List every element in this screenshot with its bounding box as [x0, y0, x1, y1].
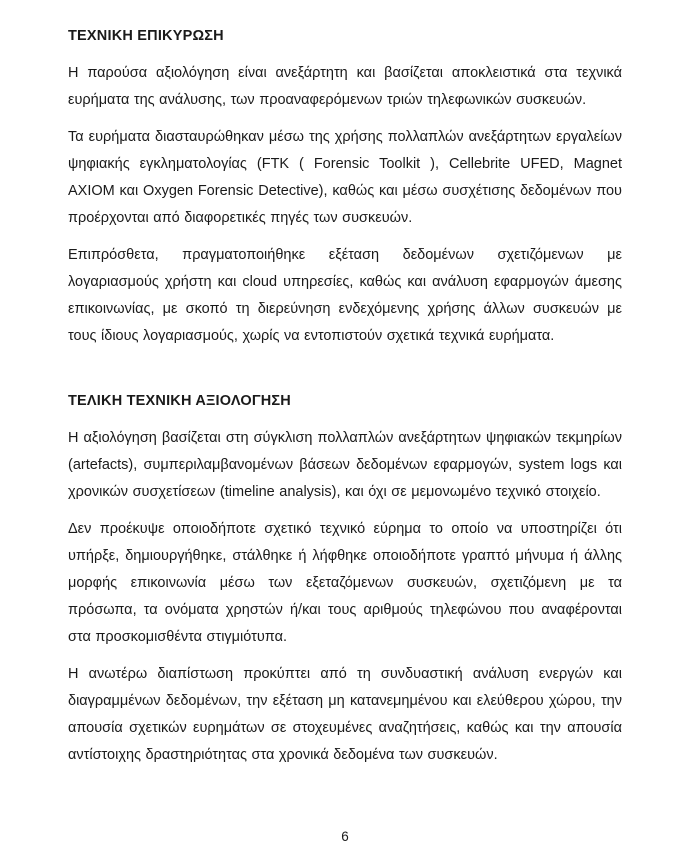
section-technical-validation	[68, 23, 622, 350]
page-number: 6	[341, 829, 349, 844]
paragraph: Η αξιολόγηση βασίζεται στη σύγκλιση πολλαπλών ανεξάρτητων ψηφιακών τεκμηρίων (artefacts), συμπεριλαμβανομένων βάσεων δεδομένων εφαρμογών, system logs και χρονικών συσχετίσεων (timeline analysis), και όχι σε μεμονωμένο τεχνικό στοιχείο.	[68, 430, 622, 500]
paragraph: Δεν προέκυψε οποιοδήποτε σχετικό τεχνικό εύρημα το οποίο να υποστηρίζει ότι υπήρξε, δημιουργήθηκε, στάλθηκε ή λήφθηκε οποιοδήποτε γραπτό μήνυμα ή άλλης μορφής επικοινωνία μέσω των εξεταζόμενων συσκευών, σχετιζόμενη με τα πρόσωπα, τα ονόματα χρηστών ή/και τους αριθμούς τηλεφώνου που αναφέρονται στα προσκομισθέντα στιγμιότυπα.	[68, 521, 622, 645]
paragraph: Η ανωτέρω διαπίστωση προκύπτει από τη συνδυαστική ανάλυση ενεργών και διαγραμμένων δεδομένων, την εξέταση μη κατανεμημένου και ελεύθερου χώρου, την απουσία σχετικών ευρημάτων σε στοχευμένες αναζητήσεις, καθώς και την απουσία αντίστοιχης δραστηριότητας στα χρονικά δεδομένα των συσκευών.	[68, 666, 622, 763]
section-heading-technical-validation: ΤΕΧΝΙΚΗ ΕΠΙΚΥΡΩΣΗ	[68, 28, 224, 44]
section-final-technical-assessment	[68, 388, 622, 769]
section-heading-final-technical-assessment: ΤΕΛΙΚΗ ΤΕΧΝΙΚΗ ΑΞΙΟΛΟΓΗΣΗ	[68, 393, 291, 409]
paragraph: Επιπρόσθετα, πραγματοποιήθηκε εξέταση δεδομένων σχετιζόμενων με λογαριασμούς χρήστη και cloud υπηρεσίες, καθώς και ανάλυση εφαρμογών άμεσης επικοινωνίας, με σκοπό τη διερεύνηση ενδεχόμενης χρήσης άλλων συσκευών με τους ίδιους λογαριασμούς, χωρίς να εντοπιστούν σχετικά τεχνικά ευρήματα.	[68, 247, 622, 344]
paragraph: Η παρούσα αξιολόγηση είναι ανεξάρτητη και βασίζεται αποκλειστικά στα τεχνικά ευρήματα της ανάλυσης, των προαναφερόμενων τριών τηλεφωνικών συσκευών.	[68, 65, 622, 108]
paragraph: Τα ευρήματα διασταυρώθηκαν μέσω της χρήσης πολλαπλών ανεξάρτητων εργαλείων ψηφιακής εγκληματολογίας (FTK ( Forensic Toolkit ), Cellebrite UFED, Magnet AXIOM και Oxygen Forensic Detective), καθώς και μέσω συσχέτισης δεδομένων που προέρχονται από διαφορετικές πηγές των συσκευών.	[68, 129, 622, 226]
